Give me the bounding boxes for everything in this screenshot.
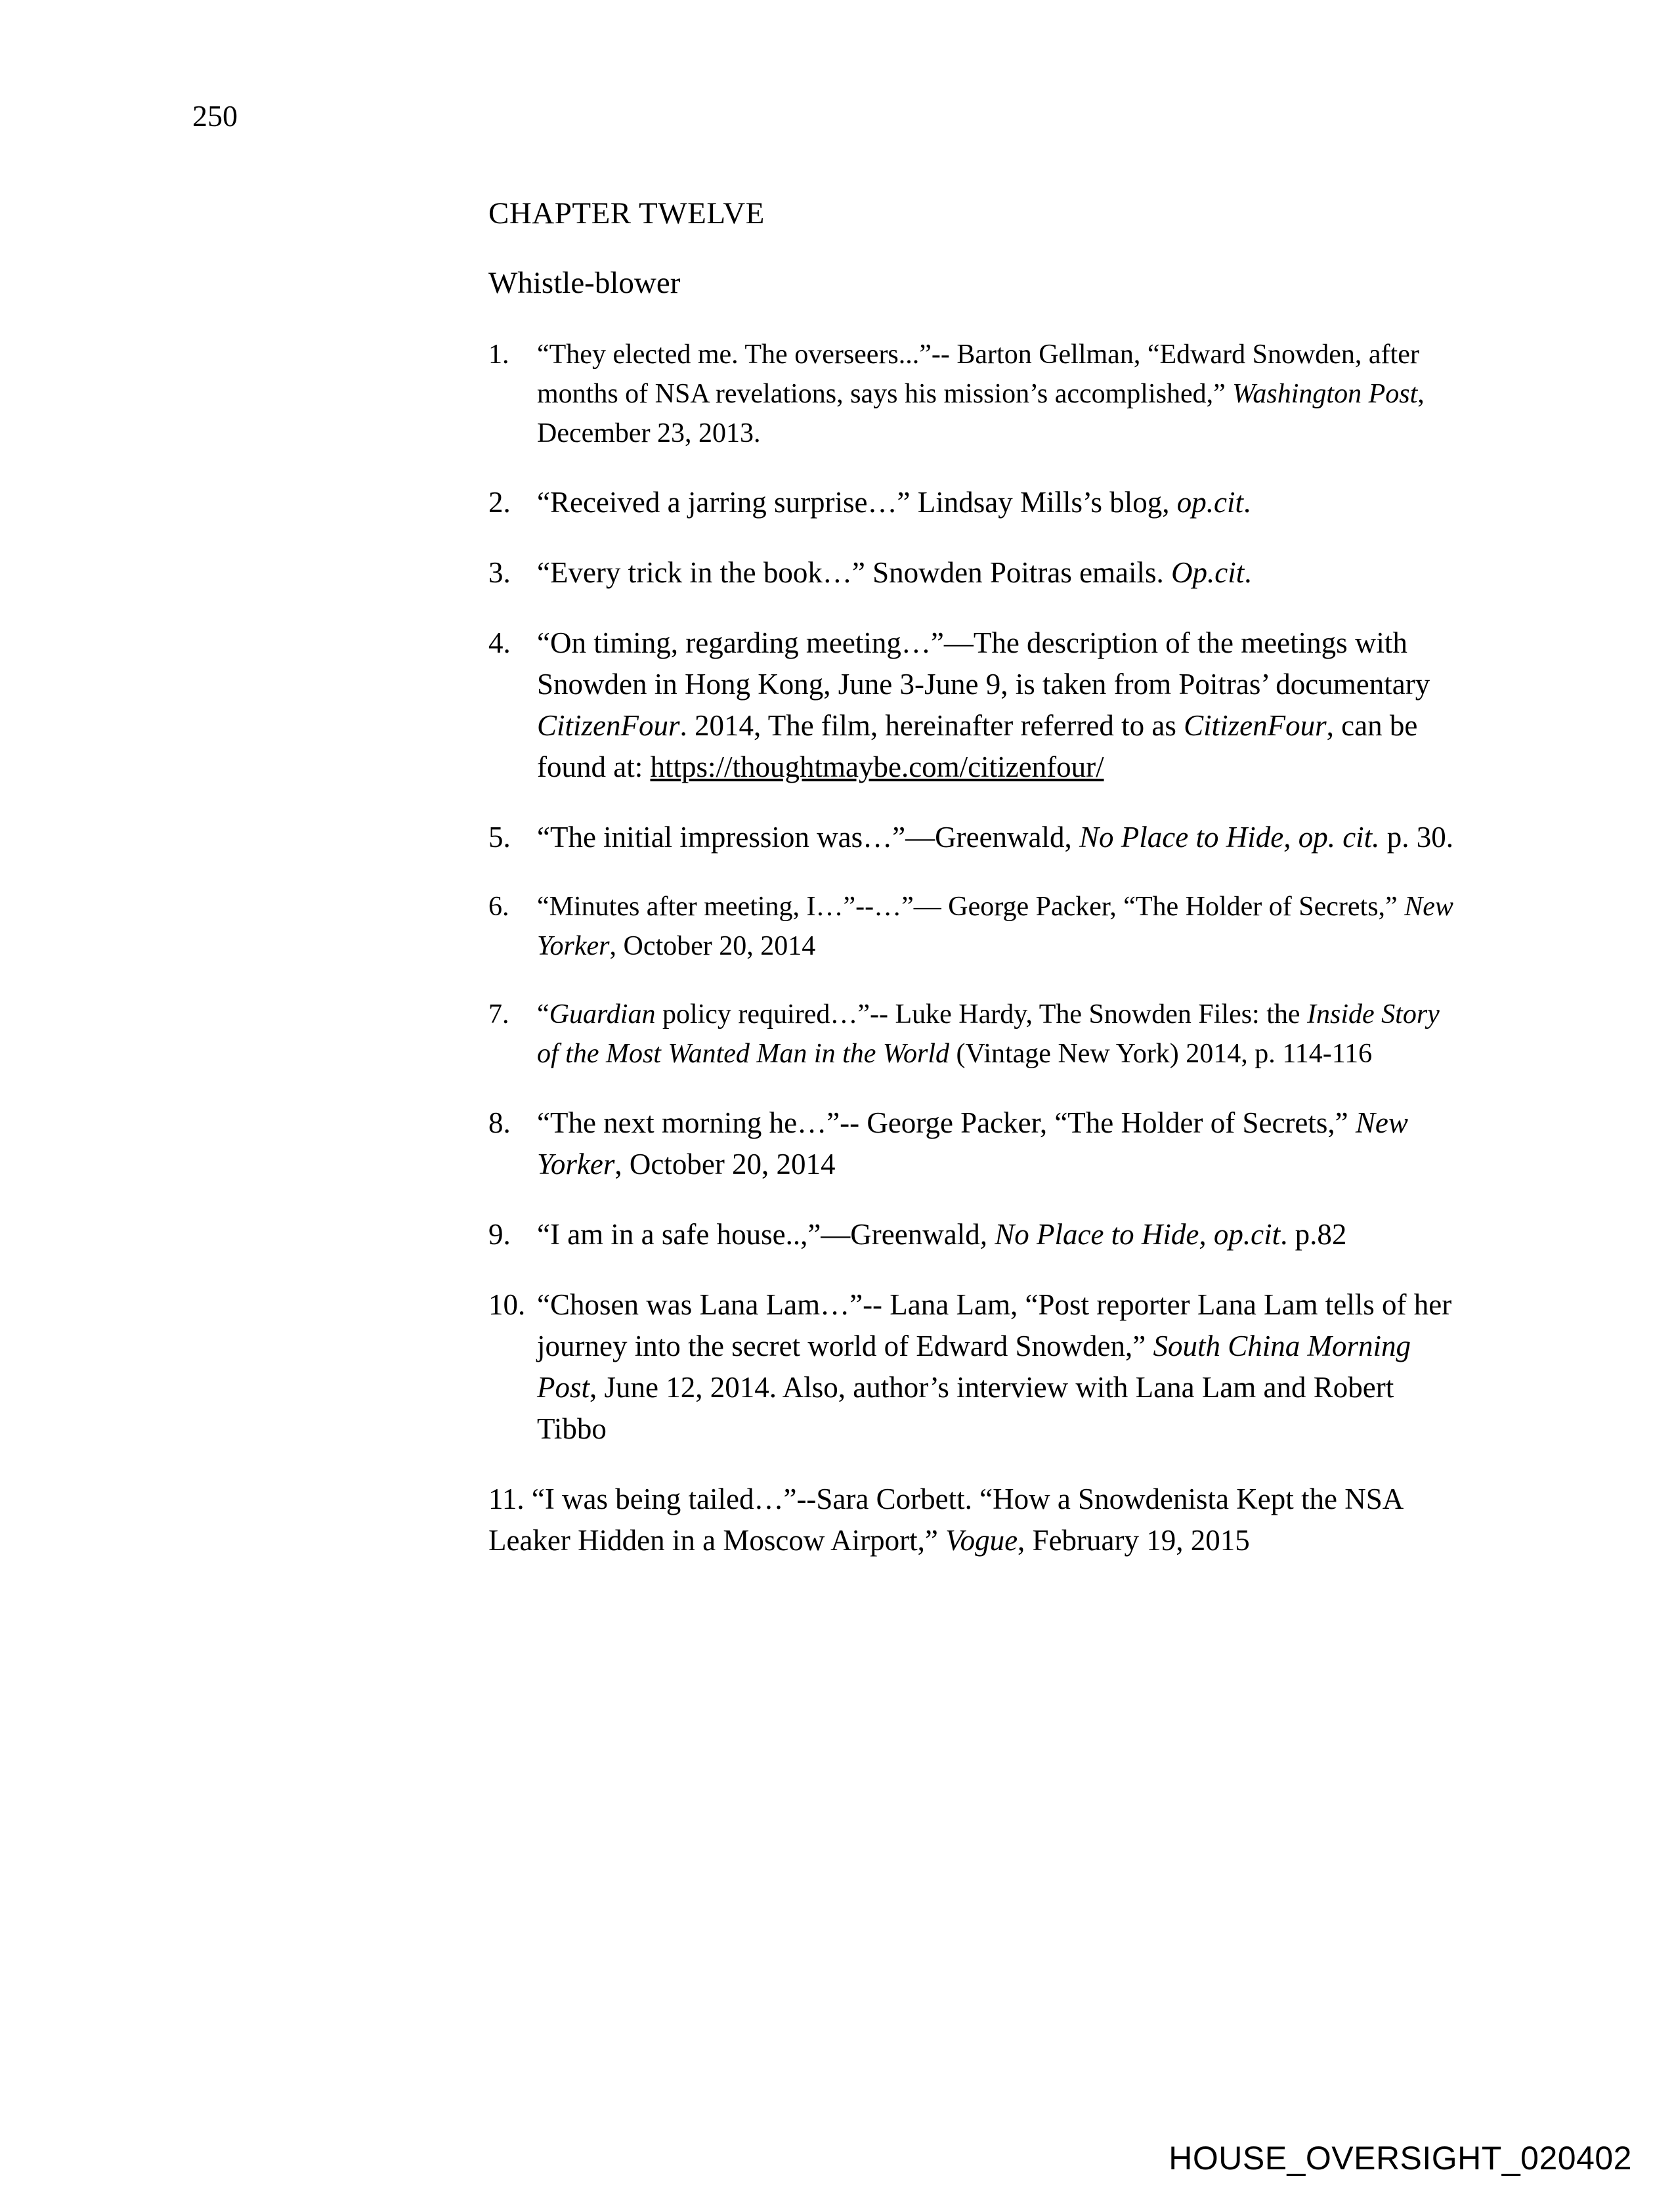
endnote-text: “Received a jarring surprise…” Lindsay Mills’s blog, (537, 486, 1177, 519)
endnote-text: , October 20, 2014 (614, 1148, 836, 1181)
endnote-text: , June 12, 2014. Also, author’s interview with Lana Lam and Robert Tibbo (537, 1371, 1394, 1445)
endnote-2 (488, 482, 1467, 523)
citation-abbrev: Op.cit (1171, 556, 1245, 589)
publication-title: South China Morning Post (537, 1330, 1411, 1404)
endnote-text: , can be found at: (537, 709, 1418, 783)
endnote-number: 3. (488, 556, 511, 589)
endnote-text: “They elected me. The overseers...”-- Barton Gellman, “Edward Snowden, after months of NSA revelations, says his mission’s accomplished,” (537, 339, 1419, 409)
endnote-10 (488, 1284, 1467, 1450)
endnote-7 (488, 995, 1467, 1073)
endnote-text: “Every trick in the book…” Snowden Poitras emails. (537, 556, 1172, 589)
film-title: CitizenFour (1184, 709, 1327, 742)
endnote-3 (488, 552, 1467, 594)
publication-title: New Yorker (537, 1106, 1408, 1181)
endnote-number: 1. (488, 339, 509, 370)
citizenfour-link[interactable]: https://thoughtmaybe.com/citizenfour/ (650, 750, 1104, 783)
chapter-title: CHAPTER TWELVE (488, 196, 765, 230)
endnote-text: “ (537, 999, 549, 1030)
endnote-text: . 2014, The film, hereinafter referred to as (679, 709, 1184, 742)
film-title: CitizenFour (537, 709, 680, 742)
chapter-subtitle: Whistle-blower (488, 266, 681, 300)
endnote-text: . (1244, 556, 1252, 589)
endnote-text: , December 23, 2013. (537, 379, 1425, 448)
endnote-number: 9. (488, 1218, 511, 1251)
endnotes-list (488, 335, 1467, 1590)
book-title: Inside Story of the Most Wanted Man in the World (537, 999, 1440, 1069)
endnote-4 (488, 622, 1467, 788)
endnote-6 (488, 887, 1467, 966)
endnote-text: “Chosen was Lana Lam…”-- Lana Lam, “Post reporter Lana Lam tells of her journey into the secret world of Edward Snowden,” (537, 1288, 1452, 1362)
endnote-text: “The next morning he…”-- George Packer, “The Holder of Secrets,” (537, 1106, 1356, 1139)
endnote-number: 7. (488, 999, 509, 1030)
endnote-text: “The initial impression was…”—Greenwald, (537, 821, 1080, 854)
endnote-number: 8. (488, 1106, 511, 1139)
book-title: , No Place to Hide, op.cit (979, 1218, 1281, 1251)
endnote-number: 11. (488, 1483, 525, 1515)
endnote-8 (488, 1102, 1467, 1185)
endnote-text: “On timing, regarding meeting…”—The description of the meetings with Snowden in Hong Kong, June 3-June 9, is taken from Poitras’ documentary (537, 626, 1430, 701)
publication-title: Washington Post (1232, 379, 1418, 409)
endnote-text: “Minutes after meeting, I…”--…”— George Packer, “The Holder of Secrets,” (537, 892, 1405, 922)
endnote-text: , October 20, 2014 (609, 931, 816, 961)
endnote-number: 10. (488, 1288, 526, 1321)
book-title: No Place to Hide, op. cit. (1079, 821, 1380, 854)
endnote-text: policy required…”-- Luke Hardy, The Snowden Files: the (655, 999, 1308, 1030)
endnote-number: 6. (488, 892, 509, 922)
endnote-number: 2. (488, 486, 511, 519)
endnote-number: 5. (488, 821, 511, 854)
endnote-text: . (1243, 486, 1251, 519)
publication-title: New Yorker (537, 892, 1453, 961)
endnote-text: . p.82 (1280, 1218, 1347, 1251)
endnote-5 (488, 817, 1467, 858)
citation-abbrev: op.cit (1176, 486, 1244, 519)
endnote-text: “I was being tailed…”--Sara Corbett. “How a Snowdenista Kept the NSA Leaker Hidden in a Moscow Airport,” (488, 1483, 1402, 1557)
endnote-9 (488, 1214, 1467, 1255)
bates-stamp: HOUSE_OVERSIGHT_020402 (1169, 2140, 1632, 2177)
endnote-text: , February 19, 2015 (1018, 1524, 1250, 1557)
endnote-text: (Vintage New York) 2014, p. 114-116 (949, 1039, 1373, 1069)
endnote-1 (488, 335, 1467, 453)
endnote-text: “I am in a safe house..,”—Greenwald (537, 1218, 980, 1251)
endnote-11 (488, 1479, 1467, 1561)
endnote-number: 4. (488, 626, 511, 659)
publication-title: Vogue (945, 1524, 1018, 1557)
endnote-text: p. 30. (1379, 821, 1453, 854)
publication-title: Guardian (549, 999, 656, 1030)
page-number: 250 (192, 99, 238, 133)
